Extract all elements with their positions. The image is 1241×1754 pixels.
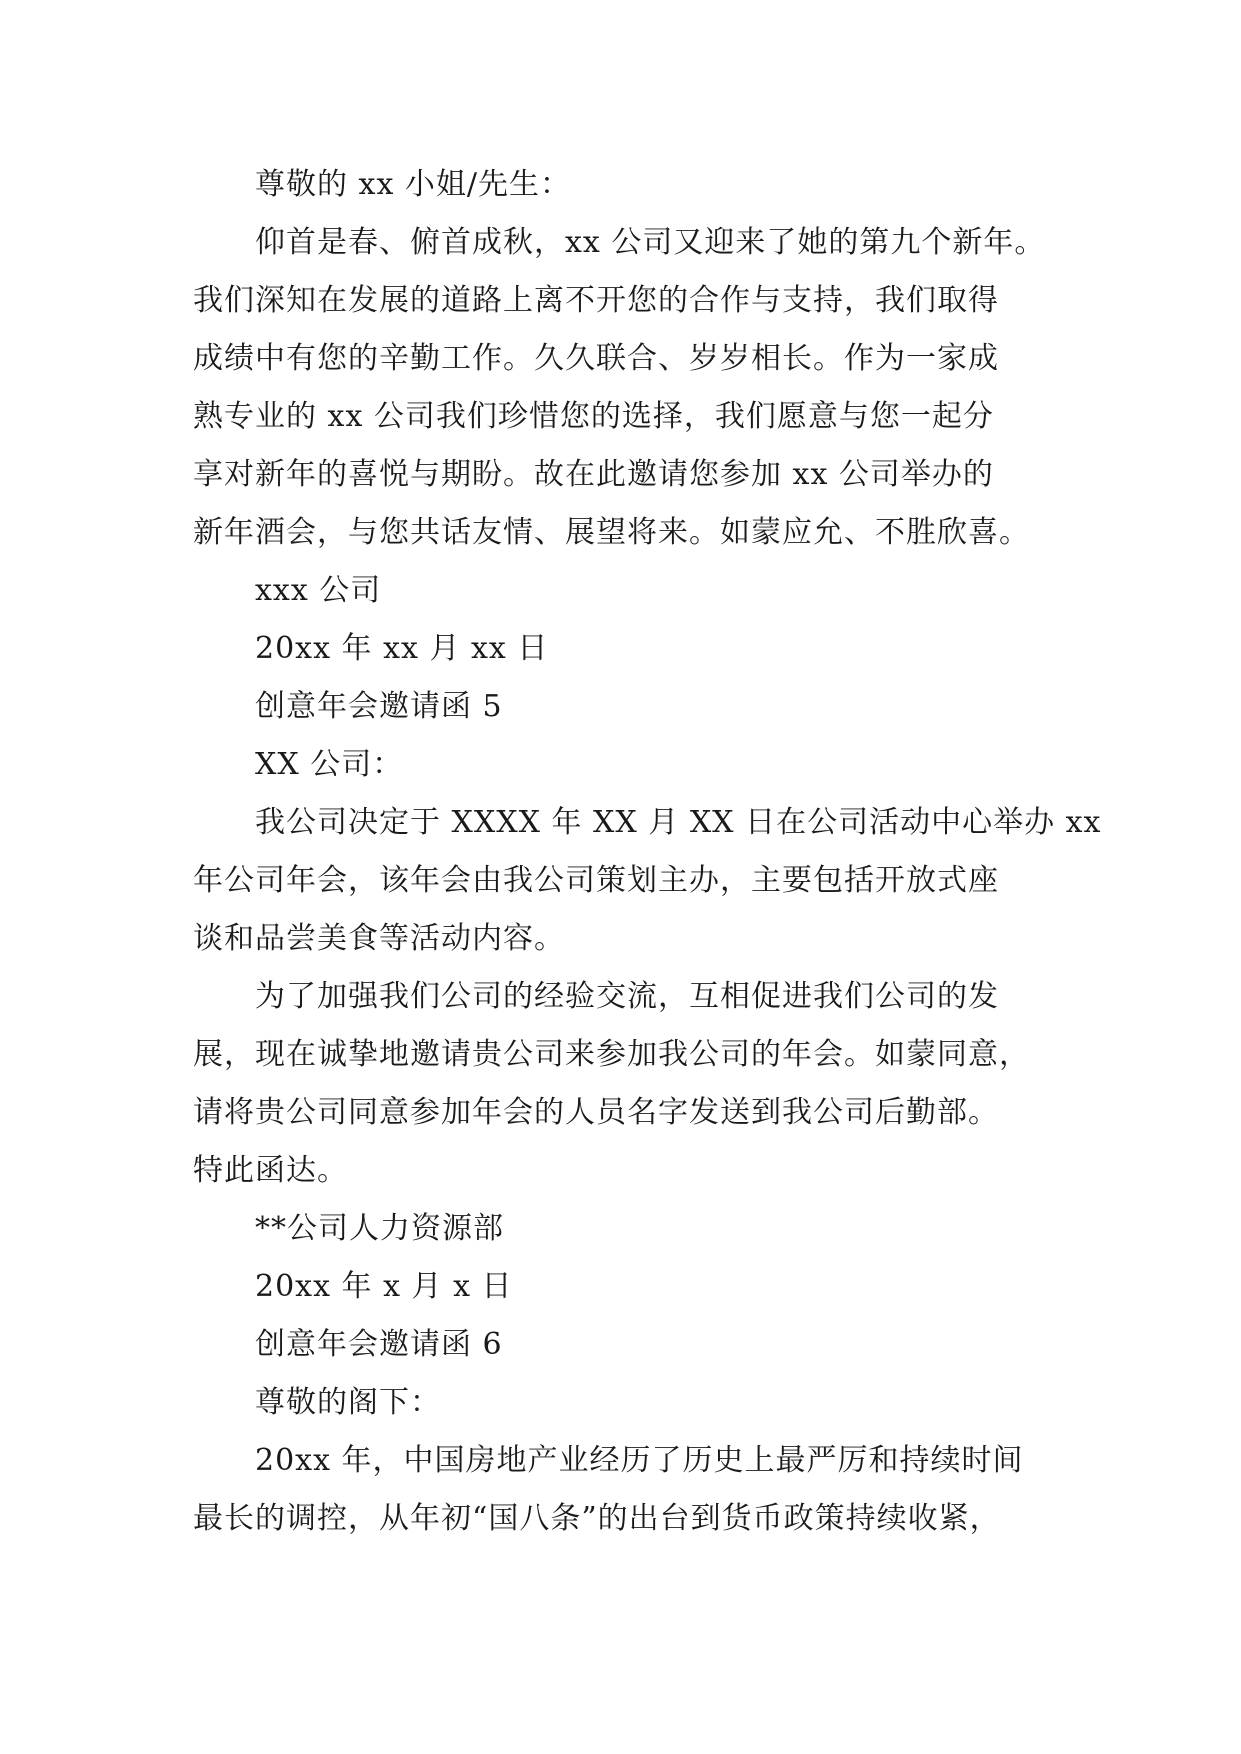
paragraph-line: 熟专业的 xx 公司我们珍惜您的选择，我们愿意与您一起分	[193, 399, 994, 434]
salutation-1: 尊敬的 xx 小姐/先生：	[255, 167, 572, 202]
section-heading: 创意年会邀请函 5	[255, 689, 503, 724]
paragraph-line: 为了加强我们公司的经验交流，互相促进我们公司的发	[255, 979, 999, 1014]
section-heading: 创意年会邀请函 6	[255, 1327, 503, 1362]
paragraph-line: 成绩中有您的辛勤工作。久久联合、岁岁相长。作为一家成	[193, 341, 999, 376]
salutation-2: XX 公司：	[255, 747, 404, 782]
signature-company: xxx 公司	[255, 573, 382, 608]
paragraph-line: 谈和品尝美食等活动内容。	[193, 921, 565, 956]
paragraph-line: 享对新年的喜悦与期盼。故在此邀请您参加 xx 公司举办的	[193, 457, 994, 492]
paragraph-line: 20xx 年，中国房地产业经历了历史上最严厉和持续时间	[255, 1443, 1024, 1478]
paragraph-line: 展，现在诚挚地邀请贵公司来参加我公司的年会。如蒙同意，	[193, 1037, 1030, 1072]
paragraph-line: 请将贵公司同意参加年会的人员名字发送到我公司后勤部。	[193, 1095, 999, 1130]
paragraph-line: 我们深知在发展的道路上离不开您的合作与支持，我们取得	[193, 283, 999, 318]
signature-date: 20xx 年 x 月 x 日	[255, 1269, 513, 1304]
paragraph-line: 我公司决定于 XXXX 年 XX 月 XX 日在公司活动中心举办 xx	[255, 805, 1102, 840]
paragraph-line: 最长的调控，从年初“国八条”的出台到货币政策持续收紧，	[193, 1501, 1001, 1536]
paragraph-line: 特此函达。	[193, 1153, 348, 1188]
paragraph-line: 年公司年会，该年会由我公司策划主办，主要包括开放式座	[193, 863, 999, 898]
signature-department: **公司人力资源部	[255, 1211, 504, 1246]
salutation-3: 尊敬的阁下：	[255, 1385, 441, 1420]
paragraph-line: 仰首是春、俯首成秋，xx 公司又迎来了她的第九个新年。	[255, 225, 1046, 260]
paragraph-line: 新年酒会，与您共话友情、展望将来。如蒙应允、不胜欣喜。	[193, 515, 1030, 550]
signature-date: 20xx 年 xx 月 xx 日	[255, 631, 549, 666]
